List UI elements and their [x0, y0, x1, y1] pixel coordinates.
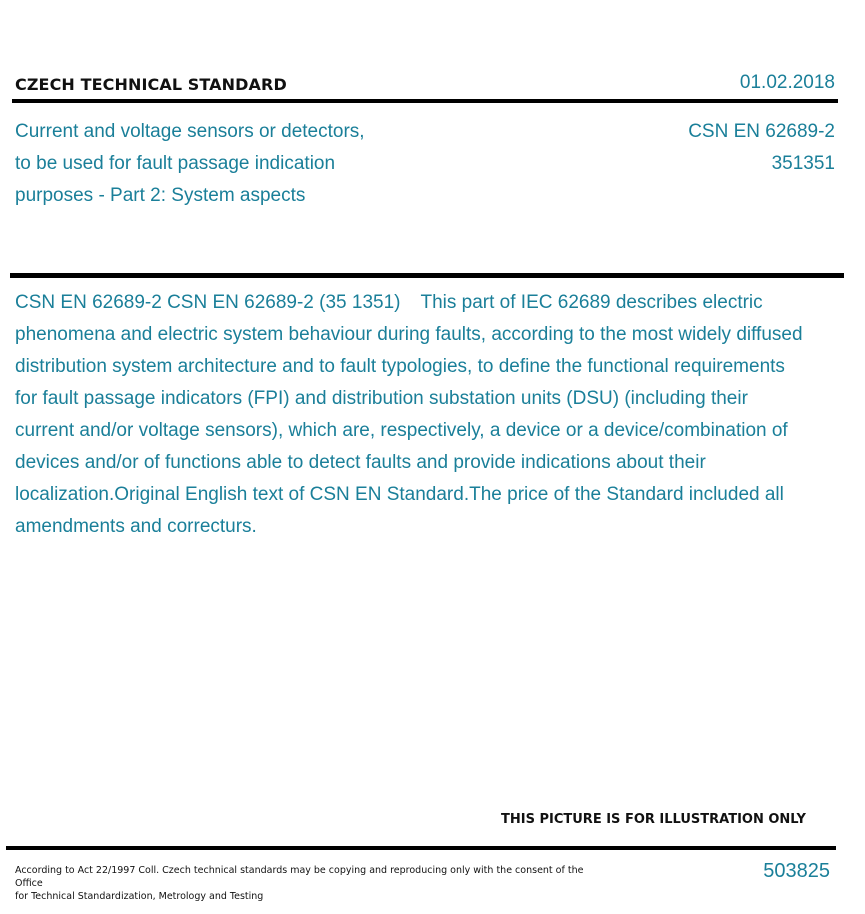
standard-designation: CSN EN 62689-2 — [688, 121, 835, 142]
abstract-text: This part of IEC 62689 describes electric phenomena and electric system behaviour during faults, according to the most widely diffused distribution system architecture and to fault typologies, to define the functional requirements for fault passage indicators (FPI) and distribution substation units (DSU) (including their current and/or voltage sensors), which are, respectively, a device or a device/combination of devices and/or of functions able to detect faults and provide indications about their localization.Original English text of CSN EN Standard.The price of the Standard included all amendments and correcturs. — [15, 292, 803, 537]
document-id: 503825 — [763, 860, 830, 882]
title-line: to be used for fault passage indication — [15, 153, 336, 174]
standard-type-label: CZECH TECHNICAL STANDARD — [15, 75, 287, 94]
title-divider — [10, 273, 844, 278]
abstract — [15, 287, 805, 543]
publication-date: 01.02.2018 — [739, 72, 835, 93]
standard-title — [15, 116, 455, 212]
standard-codes — [688, 116, 835, 180]
legal-line: for Technical Standardization, Metrology and Testing — [15, 891, 264, 902]
footer-divider — [6, 846, 836, 850]
title-line: purposes - Part 2: System aspects — [15, 185, 306, 206]
legal-line: According to Act 22/1997 Coll. Czech technical standards may be copying and reproducing only with the consent of the Office — [15, 865, 584, 889]
classification-code: 351351 — [771, 153, 835, 174]
abstract-prefix: CSN EN 62689-2 CSN EN 62689-2 (35 1351) — [15, 292, 401, 313]
illustration-note: THIS PICTURE IS FOR ILLUSTRATION ONLY — [501, 812, 806, 827]
title-line: Current and voltage sensors or detectors, — [15, 121, 365, 142]
header-divider — [12, 99, 838, 103]
legal-notice — [15, 864, 595, 903]
